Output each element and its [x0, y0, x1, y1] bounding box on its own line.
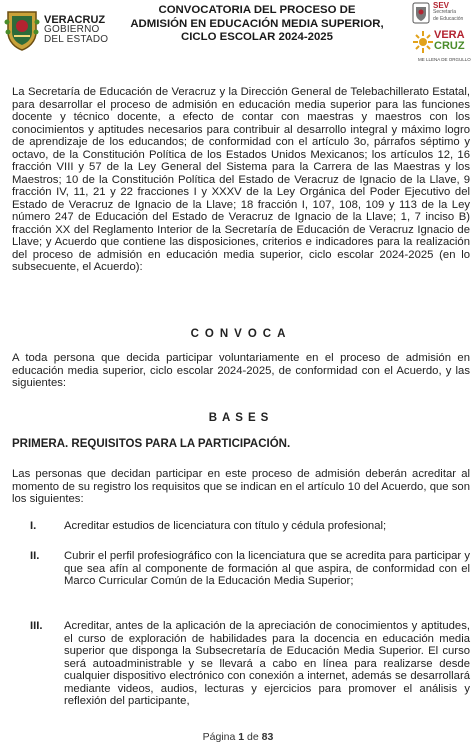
- sev-label: SEV: [433, 1, 450, 10]
- vera-word-2: CRUZ: [434, 40, 465, 52]
- page-prefix: Página: [202, 731, 236, 743]
- sunburst-icon: [412, 30, 434, 54]
- document-header: [0, 0, 476, 78]
- document-title: [112, 4, 402, 45]
- list-text: Acreditar estudios de licenciatura con título y cédula profesional;: [64, 520, 387, 532]
- list-text: Cubrir el perfil profesiográfico con la licenciatura que se acredita para participar y que sea afín al componente de formación al que aspira, de conformidad con el Marco Curricular Común de la Educación Media Superior;: [64, 550, 470, 587]
- list-numeral: III.: [30, 620, 43, 632]
- bases-heading: BASES: [208, 412, 274, 424]
- page-total: 83: [261, 731, 274, 743]
- logo-line-2: GOBIERNO: [44, 24, 100, 35]
- sev-veracruz-logos: [404, 0, 476, 70]
- logo-line-3: DEL ESTADO: [44, 34, 109, 45]
- intro-paragraph: La Secretaría de Educación de Veracruz y la Dirección General de Telebachillerato Estatal, para desarrollar el proceso de admisión en educación media superior para las funciones docente y técnico docente, a efecto de contar con maestras y maestros con los conocimientos y aptitudes necesarios para contribuir al desarrollo integral y máximo logro de aprendizaje de los educandos; de conformidad con el artículo 3o, párrafos séptimo y octavo, de la Constitución Política de los Estados Unidos Mexicanos; los artículos 12, 16 fracción VIII y 57 de la Ley General del Sistema para la Carrera de las Maestras y los Maestros; 10 de la Constitución Política del Estado de Veracruz de Ignacio de la Llave, 9 fracción IV, 11, 21 y 22 fracciones I y XXXV de la Ley Orgánica del Poder Ejecutivo del Estado de Veracruz de Ignacio de la Llave; 18 fracción I, 107, 108, 109 y 113 de la Ley número 247 de Educación del Estado de Veracruz de Ignacio de la Llave; 1, 7 inciso B) fracción XX del Reglamento Interior de la Secretaría de Educación de Veracruz Ignacio de Llave; y Acuerdo que contiene las disposiciones, criterios e indicadores para la realización del proceso de admisión en educación media superior, ciclo escolar 2024-2025 (en lo subsecuente, el Acuerdo):: [12, 86, 470, 273]
- list-item: [12, 620, 470, 708]
- convoca-heading: CONVOCA: [190, 328, 292, 340]
- list-numeral: I.: [30, 520, 37, 532]
- coat-of-arms-icon: [4, 8, 40, 52]
- list-text: Acreditar, antes de la aplicación de la apreciación de conocimientos y aptitudes, el curso de exploración de habilidades para la docencia en educación media superior que disponga la Subsecretaría de Educación Media Superior. El curso será autoadministrable y se llevará a cabo en línea para realizarse desde cualquier dispositivo electrónico con conexión a internet, además se desarrollará mediante videos, audios, lecturas y ejercicios para promover el análisis y reflexión del participante,: [64, 620, 470, 707]
- page-number: 1: [238, 731, 245, 743]
- requirements-paragraph: Las personas que decidan participar en este proceso de admisión deberán acreditar al momento de su registro los requisitos que se indican en el artículo 10 del Acuerdo, que son los siguientes:: [12, 468, 470, 505]
- page-footer: [0, 731, 476, 743]
- list-item: [12, 550, 470, 588]
- veracruz-tagline: ME LLENA DE ORGULLO: [418, 57, 471, 62]
- invitation-paragraph: A toda persona que decida participar voluntariamente en el proceso de admisión en educación media superior, ciclo escolar 2024-2025, de conformidad con el Acuerdo, y las siguientes:: [12, 352, 470, 389]
- veracruz-wordmark: [434, 30, 465, 52]
- page-middle: de: [247, 731, 259, 743]
- veracruz-government-logo: [4, 2, 112, 58]
- logo-line-1: VERACRUZ: [44, 14, 106, 26]
- sev-emblem-icon: [412, 2, 430, 24]
- title-line-3: CICLO ESCOLAR 2024-2025: [181, 31, 333, 43]
- vera-word-1: VERA: [434, 29, 465, 41]
- veracruz-logo: [412, 30, 476, 64]
- document-body: [12, 86, 470, 707]
- sev-sub-2: de Educación: [433, 16, 464, 22]
- section-heading-primera: PRIMERA. REQUISITOS PARA LA PARTICIPACIÓN.: [12, 438, 291, 450]
- title-line-1: CONVOCATORIA DEL PROCESO DE: [158, 4, 356, 16]
- sev-logo: [412, 2, 472, 28]
- title-line-2: ADMISIÓN EN EDUCACIÓN MEDIA SUPERIOR,: [130, 17, 384, 30]
- sev-sub-1: Secretaría: [433, 9, 457, 15]
- list-numeral: II.: [30, 550, 40, 562]
- list-item: [12, 520, 470, 533]
